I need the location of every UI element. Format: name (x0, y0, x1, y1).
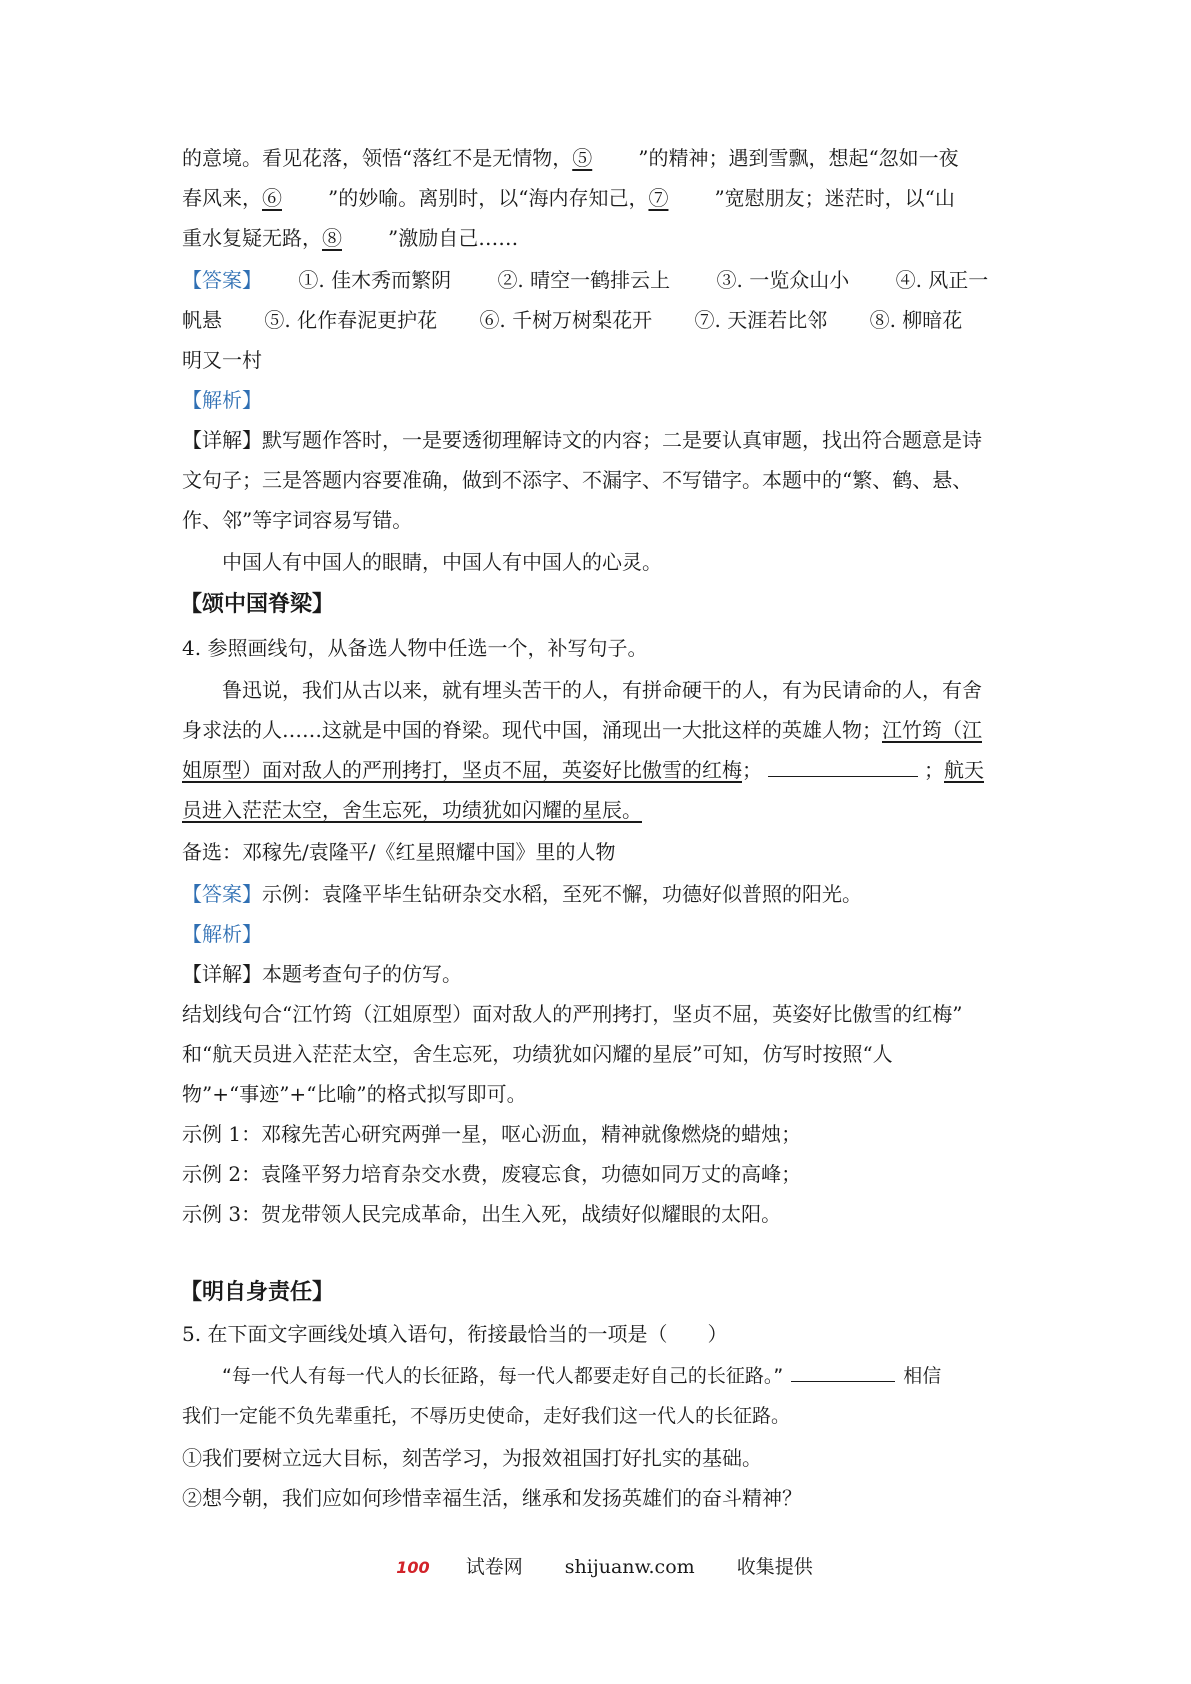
q4-example-1: 示例 1：邓稼先苦心研究两弹一星，呕心沥血，精神就像燃烧的蜡烛； (182, 1122, 802, 1146)
q4-passage-1: 鲁迅说，我们从古以来，就有埋头苦干的人，有拼命硬干的人，有为民请命的人，有舍 (222, 678, 982, 702)
q3-line1: 的意境。看见花落，领悟“落红不是无情物，⑤ ”的精神；遇到雪飘，想起“忽如一夜 (182, 146, 959, 170)
q4-stem: 4. 参照画线句，从备选人物中任选一个，补写句子。 (182, 636, 648, 660)
brand-name: 试卷网 (465, 1556, 523, 1578)
q5-stem: 5. 在下面文字画线处填入语句，衔接最恰当的一项是（ ） (182, 1322, 728, 1346)
q4-explain-1: 结划线句合“江竹筠（江姐原型）面对敌人的严刑拷打，坚贞不屈，英姿好比傲雪的红梅” (182, 1002, 963, 1026)
q3-detail-3: 作、邻”等字词容易写错。 (182, 508, 413, 532)
site-url: shijuanw.com (564, 1556, 695, 1578)
q3-line3: 重水复疑无路，⑧ ”激励自己…… (182, 226, 519, 250)
q4-explain-2: 和“航天员进入茫茫太空，舍生忘死，功绩犹如闪耀的星辰”可知，仿写时按照“人 (182, 1042, 893, 1066)
footer-note: 收集提供 (736, 1556, 813, 1578)
q3-closing: 中国人有中国人的眼睛，中国人有中国人的心灵。 (222, 550, 662, 574)
blank-6: ⑥ (262, 186, 282, 210)
q5-option-2: ②想今朝，我们应如何珍惜幸福生活，继承和发扬英雄们的奋斗精神？ (182, 1486, 802, 1510)
q4-explain-3: 物”+“事迹”+“比喻”的格式拟写即可。 (182, 1082, 527, 1106)
q3-detail-2: 文句子；三是答题内容要准确，做到不添字、不漏字、不写错字。本题中的“繁、鹤、悬、 (182, 468, 973, 492)
q5-quote-2: 我们一定能不负先辈重托，不辱历史使命，走好我们这一代人的长征路。 (182, 1405, 791, 1427)
q4-passage-2: 身求法的人……这就是中国的脊梁。现代中国，涌现出一大批这样的英雄人物；江竹筠（江 (182, 718, 982, 742)
section-heading-2: 【明自身责任】 (180, 1280, 335, 1305)
answer-blank (791, 1363, 895, 1382)
section-heading-1: 【颂中国脊梁】 (180, 592, 335, 617)
answer-blank (768, 758, 918, 777)
q5-option-1: ①我们要树立远大目标，刻苦学习，为报效祖国打好扎实的基础。 (182, 1446, 762, 1470)
blank-7: ⑦ (648, 186, 669, 210)
q4-passage-4: 员进入茫茫太空，舍生忘死，功绩犹如闪耀的星辰。 (182, 798, 642, 822)
answer-tag: 【答案】 (182, 882, 262, 906)
q5-quote-1: “每一代人有每一代人的长征路，每一代人都要走好自己的长征路。” 相信 (222, 1365, 942, 1387)
page-footer (0, 1552, 1191, 1579)
q3-line2: 春风来，⑥ ”的妙喻。离别时，以“海内存知己，⑦ ”宽慰朋友；迷茫时，以“山 (182, 186, 955, 210)
q4-detail: 【详解】本题考查句子的仿写。 (182, 962, 462, 986)
blank-5: ⑤ (572, 146, 593, 170)
q4-options: 备选：邓稼先/袁隆平/《红星照耀中国》里的人物 (182, 840, 616, 864)
q3-detail-1: 【详解】默写题作答时，一是要透彻理解诗文的内容；二是要认真审题，找出符合题意是诗 (182, 428, 982, 452)
q4-example-2: 示例 2：袁隆平努力培育杂交水费，废寝忘食，功德如同万丈的高峰； (182, 1162, 802, 1186)
q4-passage-3: 姐原型）面对敌人的严刑拷打，坚贞不屈，英姿好比傲雪的红梅； ；航天 (182, 758, 984, 782)
blank-8: ⑧ (322, 226, 342, 250)
q3-answers: 【答案】 ①. 佳木秀而繁阴 ②. 晴空一鹤排云上 ③. 一览众山小 ④. 风正一 (182, 268, 989, 292)
q4-example-3: 示例 3：贺龙带领人民完成革命，出生入死，战绩好似耀眼的太阳。 (182, 1202, 782, 1226)
analysis-tag: 【解析】 (182, 388, 262, 412)
q4-answer: 【答案】示例：袁隆平毕生钻研杂交水稻，至死不懈，功德好似普照的阳光。 (182, 882, 862, 906)
q3-answers-2: 帆悬 ⑤. 化作春泥更护花 ⑥. 千树万树梨花开 ⑦. 天涯若比邻 ⑧. 柳暗花 (182, 308, 963, 332)
q3-answers-3: 明又一村 (182, 348, 262, 372)
analysis-tag: 【解析】 (182, 922, 262, 946)
answer-tag: 【答案】 (182, 268, 262, 292)
site-logo: 100 (396, 1558, 430, 1577)
